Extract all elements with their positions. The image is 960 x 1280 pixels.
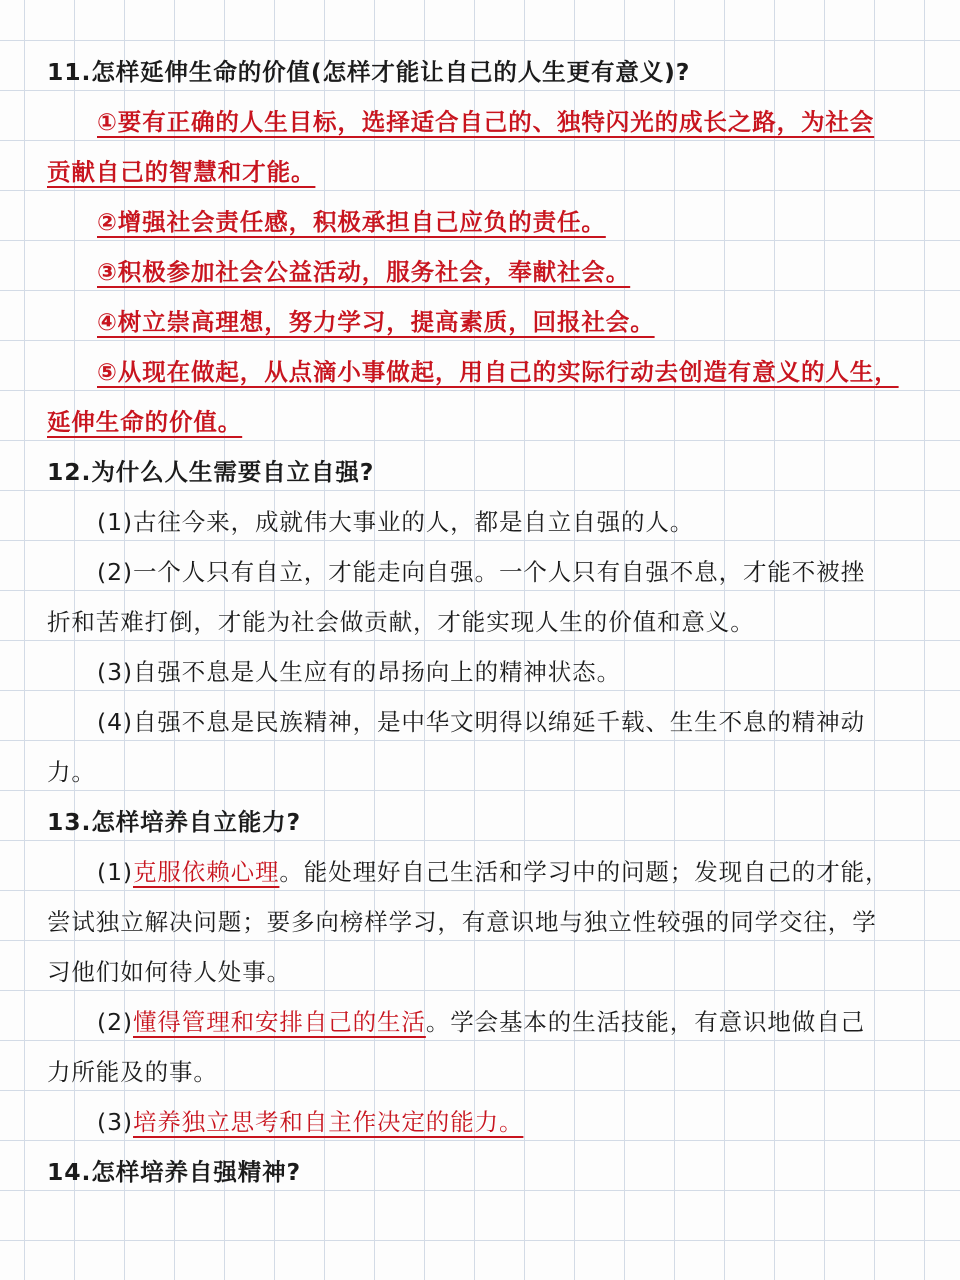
question-12-title: 12.为什么人生需要自立自强? [47,458,375,486]
q11-answer-5-line-2: 延伸生命的价值。 [47,408,243,436]
q11-answer-4-text: ④树立崇高理想，努力学习，提高素质，回报社会。 [97,308,655,336]
q13-answer-2-rest: 。学会基本的生活技能，有意识地做自己 [425,1008,866,1036]
q13-answer-1-line-1 [97,852,960,892]
question-13-title: 13.怎样培养自立能力? [47,808,302,836]
q12-answer-4-line-1: (4)自强不息是民族精神，是中华文明得以绵延千载、生生不息的精神动 [97,708,865,736]
q13-answer-3-number: (3) [97,1108,133,1136]
q13-answer-2-line-2: 力所能及的事。 [47,1058,218,1086]
q11-answer-1-cont [47,152,960,192]
q11-answer-4 [97,302,960,342]
q12-answer-1: (1)古往今来，成就伟大事业的人，都是自立自强的人。 [97,508,695,536]
q11-answer-1 [97,102,960,142]
q11-answer-5 [97,352,960,392]
q13-answer-1-line-3: 习他们如何待人处事。 [47,958,291,986]
q13-answer-1-number: (1) [97,858,133,886]
question-14-title: 14.怎样培养自强精神? [47,1158,302,1186]
q11-answer-3 [97,252,960,292]
q13-answer-2-line-1 [97,1002,960,1042]
question-11-title: 11.怎样延伸生命的价值(怎样才能让自己的人生更有意义)? [47,58,691,86]
q11-answer-5-line-1: ⑤从现在做起，从点滴小事做起，用自己的实际行动去创造有意义的人生， [97,358,899,386]
q12-answer-4-line-2: 力。 [47,758,96,786]
q11-answer-5-cont [47,402,960,442]
q13-answer-3-keyword: 培养独立思考和自主作决定的能力。 [133,1108,524,1136]
q11-answer-1-line-1: ①要有正确的人生目标，选择适合自己的、独特闪光的成长之路，为社会 [97,108,875,136]
q13-answer-3 [97,1102,960,1142]
q11-answer-1-line-2: 贡献自己的智慧和才能。 [47,158,316,186]
q12-answer-2-line-1: (2)一个人只有自立，才能走向自强。一个人只有自强不息，才能不被挫 [97,558,865,586]
q11-answer-3-text: ③积极参加社会公益活动，服务社会，奉献社会。 [97,258,631,286]
q13-answer-2-number: (2) [97,1008,133,1036]
q13-answer-1-keyword: 克服依赖心理 [133,858,280,886]
q13-answer-1-line-2: 尝试独立解决问题；要多向榜样学习，有意识地与独立性较强的同学交往，学 [47,908,877,936]
q12-answer-3: (3)自强不息是人生应有的昂扬向上的精神状态。 [97,658,621,686]
q11-answer-2-text: ②增强社会责任感，积极承担自己应负的责任。 [97,208,606,236]
q12-answer-2-line-2: 折和苦难打倒，才能为社会做贡献，才能实现人生的价值和意义。 [47,608,755,636]
q13-answer-1-rest: 。能处理好自己生活和学习中的问题；发现自己的才能， [279,858,890,886]
q11-answer-2 [97,202,960,242]
q13-answer-2-keyword: 懂得管理和安排自己的生活 [133,1008,426,1036]
